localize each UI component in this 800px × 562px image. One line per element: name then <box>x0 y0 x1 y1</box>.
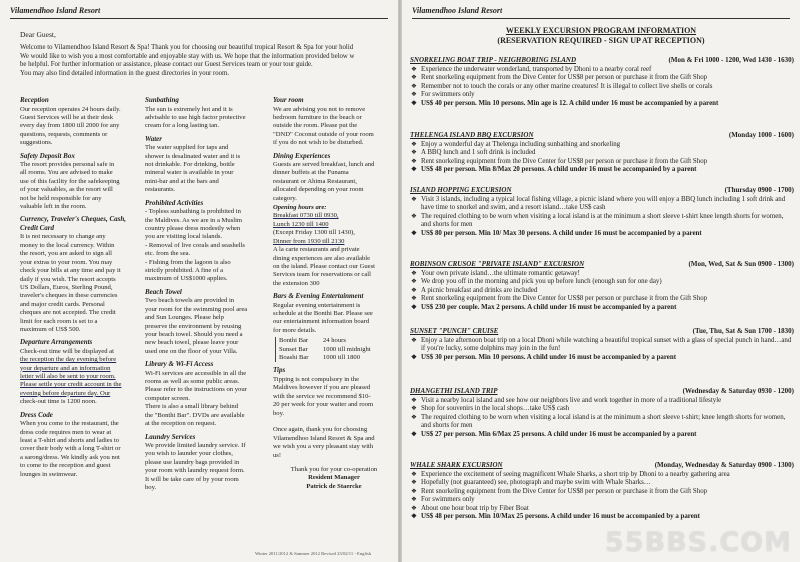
excursion-block <box>410 130 794 175</box>
excursion-detail: ❖ Experience the excitement of seeing magnificent Whale Sharks, a short trip by Dhoni to a nearby gathering area <box>410 471 794 479</box>
text-line: - Topless sunbathing is prohibited in <box>145 208 241 216</box>
text-line: mineral water is available in your <box>145 169 234 177</box>
text-line: Please settle your credit account in the <box>20 381 122 389</box>
excursion-header <box>410 460 794 470</box>
excursion-price: ❖ US$ 30 per person. Min 10 persons. A child under 16 must be accompanied by a parent <box>410 354 794 362</box>
opening-hours-title: Opening hours are: <box>273 204 327 212</box>
text-line: restaurants. <box>145 186 176 194</box>
excursion-schedule: (Tue, Thu, Sat & Sun 1700 - 1830) <box>692 327 794 335</box>
text-line: Once again, thank you for choosing <box>273 426 368 434</box>
signoff-title: Resident Manager <box>308 474 360 482</box>
text-line: It is not necessary to change any <box>20 233 106 241</box>
opening-hours <box>273 212 395 246</box>
text-line: at the reception on request. <box>145 420 217 428</box>
section-title: Dining Experiences <box>273 151 331 160</box>
excursion-price: ❖ US$ 48 per person. Min 10/Max 25 persons. A child under 16 must be accompanied by a parent <box>410 513 794 521</box>
text-line: valuable left in the room. <box>20 203 87 211</box>
text-line: US Dollars, Euros, Sterling Pound, <box>20 283 113 291</box>
text-line: shower is desalinated water and it is <box>145 152 241 160</box>
section-body <box>273 106 395 148</box>
program-title-block <box>402 26 800 46</box>
bar-hours-row <box>279 346 395 354</box>
text-line: to come to the reception and guest <box>20 462 111 470</box>
text-line: and major credit cards. Personal <box>20 300 105 308</box>
excursion-detail: ❖ For swimmers only <box>410 91 794 99</box>
text-line: a sarong/dress. We kindly ask you not <box>20 453 120 461</box>
excursion-detail: ❖ Rent snorkeling equipment from the Dive Center for US$8 per person or purchase it from the Gift Shop <box>410 488 794 496</box>
text-line: Guests are served breakfast, lunch and <box>273 161 375 169</box>
text-line: we wish you a very pleasant stay with <box>273 443 374 451</box>
section-body <box>20 420 140 479</box>
excursion-block <box>410 386 794 439</box>
excursion-detail: ❖ The required clothing to be worn when visiting a local island is at the minimum a short sleeve t-shirt; knee length shorts for women, and shorts for men <box>410 414 794 431</box>
excursion-price: ❖ US$ 80 per person. Min 10/ Max 30 persons. A child under 16 must be accompanied by a parent <box>410 230 794 238</box>
text-line: your room with laundry request form. <box>145 467 245 475</box>
text-line: questions, requests, comments or <box>20 130 108 138</box>
section-title: Sunbathing <box>145 96 179 104</box>
text-line: country please dress modestly when <box>145 224 241 232</box>
text-line: you are visiting local islands. <box>145 233 223 241</box>
excursion-detail: ❖ Hopefully (not guaranteed) see, photograph and maybe swim with Whale Sharks… <box>410 479 794 487</box>
section-body <box>273 161 395 203</box>
excursion-detail: ❖ A BBQ lunch and 1 soft drink is included <box>410 149 794 157</box>
excursion-name: ISLAND HOPPING EXCURSION <box>410 186 512 194</box>
text-line: restaurant or Ahima Restaurant, <box>273 177 357 185</box>
excursion-detail: ❖ Rent snorkeling equipment from the Dive Center for US$8 per person or purchase it from the Gift Shop <box>410 74 794 82</box>
section-title: Library & Wi-Fi Access <box>145 360 214 369</box>
text-line: us! <box>273 451 282 459</box>
excursion-detail: ❖ Enjoy a wonderful day at Thelenga including sunbathing and snorkeling <box>410 141 794 149</box>
text-line: you wish to launder your clothes, <box>145 450 233 458</box>
text-line: strictly prohibited. A fine of a <box>145 267 224 274</box>
text-line: the resort, you are asked to sign all <box>20 250 112 258</box>
text-line: cover their body with a long T-shirt or <box>20 445 121 453</box>
bar-hours: 24 hours <box>323 337 346 345</box>
excursion-detail: ❖ The required clothing to be worn when visiting a local island is at the minimum a short sleeve t-shirt knee length shorts for women, and shorts for men <box>410 213 794 230</box>
text-line: limit for each room is set to a <box>20 317 98 325</box>
text-line: We are advising you not to remove <box>273 105 366 113</box>
text-line: with the service we recommend $10- <box>273 392 371 400</box>
opening-hours-line: (Except Friday 1300 till 1430), <box>273 229 355 237</box>
text-line: maximum of US$1000 applies. <box>145 275 228 283</box>
text-line: traveler's cheques in these currencies <box>20 292 118 300</box>
text-line: boy. <box>145 484 157 492</box>
text-line: every day from 1800 till 2000 for any <box>20 122 120 130</box>
section-title: Laundry Services <box>145 432 196 441</box>
section-body <box>145 297 267 356</box>
excursion-header <box>410 259 794 269</box>
bar-name: Boashi Bar <box>279 354 309 362</box>
text-line: daily if you wish. The resort accepts <box>20 275 116 283</box>
page-header: Vilamendhoo Island Resort <box>412 4 790 19</box>
bar-hours-table <box>275 337 395 362</box>
text-line: Two beach towels are provided in <box>145 297 235 305</box>
excursion-price: ❖ US$ 48 per person. Min 8/Max 20 persons. A child under 16 must be accompanied by a parent <box>410 166 794 174</box>
section-title: Safety Deposit Box <box>20 151 75 160</box>
text-line: - Fishing from the lagoon is also <box>145 258 231 266</box>
excursion-price: ❖ US$ 230 per couple. Max 2 persons. A child under 16 must be accompanied by a parent <box>410 304 794 312</box>
text-line: dinner buffets at the Funama <box>273 169 349 177</box>
text-line: The water supplied for taps and <box>145 144 229 152</box>
excursion-name: THELENGA ISLAND BBQ EXCURSION <box>410 131 534 139</box>
section-body <box>20 233 140 334</box>
section-title: Water <box>145 134 162 143</box>
text-line: preserve the environment by reusing <box>145 322 242 330</box>
excursion-detail: ❖ For swimmers only <box>410 496 794 504</box>
text-line: Please refer to the instructions on your <box>145 386 247 394</box>
text-line: category. <box>273 194 297 202</box>
salutation: Dear Guest, <box>20 30 56 39</box>
text-line: advisable to use high factor protective <box>145 113 246 121</box>
text-line: your departure and an information <box>20 364 111 372</box>
text-line: There is also a small library behind <box>145 403 239 411</box>
text-line: if you do not wish to be disturbed. <box>273 139 364 147</box>
text-line: suggestions. <box>20 139 53 147</box>
excursion-schedule: (Thursday 0900 - 1700) <box>724 186 794 194</box>
section-body <box>145 144 267 194</box>
text-line: - Removal of live corals and seashells <box>145 241 245 249</box>
excursion-schedule: (Wednesday & Saturday 0930 - 1200) <box>682 387 794 395</box>
excursion-schedule: (Monday 1000 - 1600) <box>728 131 794 139</box>
text-line: dining experiences are also available <box>273 254 371 262</box>
section-title: Departure Arrangements <box>20 338 93 347</box>
section-title: Prohibited Activities <box>145 198 204 207</box>
section-body <box>145 442 267 492</box>
text-line: A la carte restaurants and private <box>273 246 360 254</box>
text-line: When you come to the restaurant, the <box>20 420 119 428</box>
excursion-details <box>410 397 794 439</box>
bar-name: Bonthi Bar <box>279 337 309 345</box>
bar-name: Sunset Bar <box>279 345 308 353</box>
opening-hours-line: Breakfast 0730 till 0930, <box>273 212 339 220</box>
excursion-price: ❖ US$ 40 per person. Min 10 persons. Min age is 12. A child under 16 must be accompanied by a parent <box>410 100 794 108</box>
excursion-detail: ❖ We drop you off in the morning and pick you up before lunch (enough sun for one day) <box>410 278 794 286</box>
text-line: our entertainment information board <box>273 318 370 326</box>
intro-line: We would like to wish you a most comfortable and enjoyable stay with us. We hope that the information provided below w <box>20 52 355 60</box>
text-line: bedroom furniture to the beach or <box>273 113 362 121</box>
text-line: Guest Services will be at their desk <box>20 113 114 121</box>
excursion-header <box>410 386 794 396</box>
text-line: your beach towel. Should you need a <box>145 330 243 338</box>
program-subtitle: (RESERVATION REQUIRED - SIGN UP AT RECEPTION) <box>497 36 705 45</box>
section-title: Dress Code <box>20 410 53 419</box>
section-body <box>145 208 267 284</box>
text-line: letter will also be sent to your room. <box>20 373 116 381</box>
excursion-block <box>410 185 794 238</box>
text-line: Regular evening entertainment is <box>273 301 361 309</box>
text-line: use of this facility for the safekeeping <box>20 177 120 185</box>
text-line: Tipping is not compulsory in the <box>273 375 360 383</box>
excursion-price: ❖ US$ 27 per person. Min 6/Max 25 persons. A child under 16 must be accompanied by a parent <box>410 431 794 439</box>
text-line: used one on the floor of your Villa. <box>145 347 238 355</box>
excursion-detail: ❖ Shop for souvenirs in the local shops…take US$ cash <box>410 405 794 413</box>
text-line: cheques are not accepted. The credit <box>20 309 116 317</box>
signoff-person: Patrick de Staercke <box>306 482 362 490</box>
excursion-header <box>410 55 794 65</box>
excursion-block <box>410 460 794 521</box>
text-line: lounges in swimwear. <box>20 470 78 478</box>
text-line: Wi-Fi services are accessible in all the <box>145 369 247 377</box>
excursion-name: SNORKELING BOAT TRIP - NEIGHBORING ISLAND <box>410 56 577 64</box>
section-title: Bars & Evening Entertainment <box>273 292 364 301</box>
text-line: the extension 300 <box>273 279 320 287</box>
excursion-schedule: (Mon, Wed, Sat & Sun 0900 - 1300) <box>688 260 794 268</box>
opening-hours-line: Lunch 1230 till 1400 <box>273 220 329 228</box>
bar-hours: 1000 till midnight <box>323 345 371 353</box>
section-body <box>20 348 140 407</box>
excursion-block <box>410 55 794 108</box>
section-body <box>145 370 267 429</box>
text-line: please use laundry bags provided in <box>145 458 240 466</box>
text-line: the reception the day evening before <box>20 356 117 364</box>
text-line: "DND" Coconut outside of your room <box>273 130 374 138</box>
section-body <box>20 161 140 211</box>
text-line: Check-out time will be displayed at <box>20 347 114 355</box>
excursion-name: ROBINSON CRUSOE "PRIVATE ISLAND" EXCURSION <box>410 260 585 268</box>
section-title: Currency, Traveler's Cheques, Cash, Credit Card <box>20 215 127 232</box>
text-line: mini-bar and at the bars and <box>145 177 219 185</box>
section-body <box>20 106 140 148</box>
bar-hours-row <box>279 337 395 345</box>
excursion-header <box>410 326 794 336</box>
section-title: Reception <box>20 96 49 104</box>
excursion-detail: ❖ A picnic breakfast and drinks are included <box>410 287 794 295</box>
excursion-header <box>410 185 794 195</box>
text-line: The sun is extremely hot and it is <box>145 105 233 113</box>
excursion-schedule: (Mon & Fri 1000 - 1200, Wed 1430 - 1630) <box>668 56 794 64</box>
text-line: Our reception operates 24 hours daily. <box>20 105 121 113</box>
text-line: for more details. <box>273 326 317 334</box>
text-line: least a T-shirt and shorts and ladies to <box>20 437 120 444</box>
text-line: your extras to your room. You may <box>20 258 113 266</box>
excursion-detail: ❖ Rent snorkeling equipment from the Dive Center for US$8 per person or purchase it from the Gift Shop <box>410 295 794 303</box>
text-line: money to the local currency. Within <box>20 241 115 249</box>
excursion-detail: ❖ Experience the underwater wonderland, transported by Dhoni to a nearby coral reef <box>410 66 794 74</box>
excursion-schedule: (Monday, Wednesday & Saturday 0900 - 1300) <box>654 461 794 469</box>
footer-note: Winter 2011/2012 & Summer 2012 Revised 23/02/11 - English <box>255 551 372 556</box>
text-line: and Sun Lounges. Please help <box>145 314 224 322</box>
signoff-line: Thank you for your co-operation <box>290 466 378 474</box>
right-page <box>402 0 800 562</box>
text-line: etc. from the sea. <box>145 250 191 258</box>
excursion-block <box>410 259 794 312</box>
excursion-details <box>410 337 794 362</box>
text-line: check your bills at any time and pay it <box>20 267 121 275</box>
watermark: 55BBS.COM <box>604 527 792 558</box>
excursion-name: SUNSET "PUNCH" CRUISE <box>410 327 499 335</box>
section-body <box>145 106 267 131</box>
excursion-detail: ❖ Your own private island…the ultimate romantic getaway! <box>410 270 794 278</box>
excursion-detail: ❖ Visit 3 islands, including a typical local fishing village, a picnic island where you will enjoy a BBQ lunch including 1 soft drink and have time to snorkel and swim, and a resort island…take US$ cash <box>410 196 794 213</box>
intro-line: You may also find detailed information in the guest directories in your room. <box>20 69 230 77</box>
page-header: Vilamendhoo Island Resort <box>10 4 388 19</box>
text-line: schedule at the Bonthi Bar. Please see <box>273 310 373 318</box>
text-line: new beach towel, please leave your <box>145 339 239 347</box>
signature-block <box>273 466 395 491</box>
opening-hours-line: Dinner from 1930 till 2130 <box>273 237 345 245</box>
intro-line: be helpful. For further information or assistance, please contact our Guest Services team or your tour guide. <box>20 61 313 69</box>
text-line: computer screen. <box>145 394 191 402</box>
text-line: outside the room. Please put the <box>273 122 358 130</box>
intro-paragraph <box>20 44 392 78</box>
text-line: all rooms. You are advised to make <box>20 169 113 177</box>
text-line: allocated depending on your room <box>273 186 364 194</box>
excursion-detail: ❖ Visit a nearby local island and see how our neighbors live and work together in more of a traditional lifestyle <box>410 397 794 405</box>
section-title: Beach Towel <box>145 287 182 296</box>
text-line: 20 per week for your waiter and room <box>273 401 374 409</box>
text-line: the "Bonthi Bar". DVDs are available <box>145 411 245 419</box>
excursion-detail: ❖ Enjoy a late afternoon boat trip on a local Dhoni while watching a beautiful tropical sunset with a glass of special punch in hand…and if you're lucky, some dolphins may join in the fun! <box>410 337 794 354</box>
info-column-middle <box>145 96 267 492</box>
info-column-right <box>273 96 395 491</box>
text-line: Vilamendhoo Island Resort & Spa and <box>273 434 375 442</box>
text-line: Maldives however if you are pleased <box>273 384 371 392</box>
text-line: boy. <box>273 409 285 417</box>
excursion-details <box>410 66 794 108</box>
text-line: It will be take care of by your room <box>145 475 239 483</box>
text-line: dress code requires men to wear at <box>20 428 112 436</box>
bar-hours: 1000 till 1800 <box>323 354 360 362</box>
excursion-detail: ❖ Remember not to touch the corals or any other marine creatures! It is illegal to collect live shells or corals <box>410 83 794 91</box>
text-line: your room for the swimming pool area <box>145 305 248 313</box>
text-line: check-out time is 1200 noon. <box>20 398 97 406</box>
section-title: Your room <box>273 96 304 104</box>
excursion-details <box>410 270 794 312</box>
left-page <box>0 0 398 562</box>
excursion-block <box>410 326 794 362</box>
section-body <box>273 302 395 336</box>
text-line: Services team for reservations or call <box>273 271 371 279</box>
text-line: not be held responsible for any <box>20 194 102 202</box>
excursion-details <box>410 196 794 238</box>
text-line: maximum of US$ 500. <box>20 325 81 333</box>
program-title: WEEKLY EXCURSION PROGRAM INFORMATION <box>505 26 697 35</box>
section-title: Tips <box>273 366 286 375</box>
text-line: not drinkable. For drinking, bottle <box>145 161 235 169</box>
text-line: The resort provides personal safe in <box>20 161 115 169</box>
text-line: of your valuables, as the resort will <box>20 186 113 194</box>
excursion-detail: ❖ Rent snorkeling equipment from the Dive Center for US$8 per person or purchase it from the Gift Shop <box>410 158 794 166</box>
bar-hours-row <box>279 354 395 362</box>
text-line <box>273 418 395 426</box>
excursion-name: DHANGETHI ISLAND TRIP <box>410 387 498 395</box>
intro-line: Welcome to Vilamendhoo Island Resort & Spa! Thank you for choosing our beautiful tropical Resort & Spa for your holid <box>20 44 354 51</box>
excursion-detail: ❖ About one hour boat trip by Fiber Boat <box>410 505 794 513</box>
section-body <box>273 376 395 460</box>
text-line: on the island. Please contact our Guest <box>273 262 375 270</box>
excursion-header <box>410 130 794 140</box>
excursion-name: WHALE SHARK EXCURSION <box>410 461 503 469</box>
excursion-details <box>410 471 794 521</box>
text-line: rooms as well as some public areas. <box>145 378 240 386</box>
section-body <box>273 246 395 288</box>
text-line: cream for a long lasting tan. <box>145 122 219 130</box>
text-line: the Maldives. As we are in a Muslim <box>145 216 243 224</box>
text-line: evening before departure day. Our <box>20 389 111 397</box>
info-column-left <box>20 96 140 479</box>
excursion-details <box>410 141 794 175</box>
text-line: We provide limited laundry service. If <box>145 442 246 449</box>
